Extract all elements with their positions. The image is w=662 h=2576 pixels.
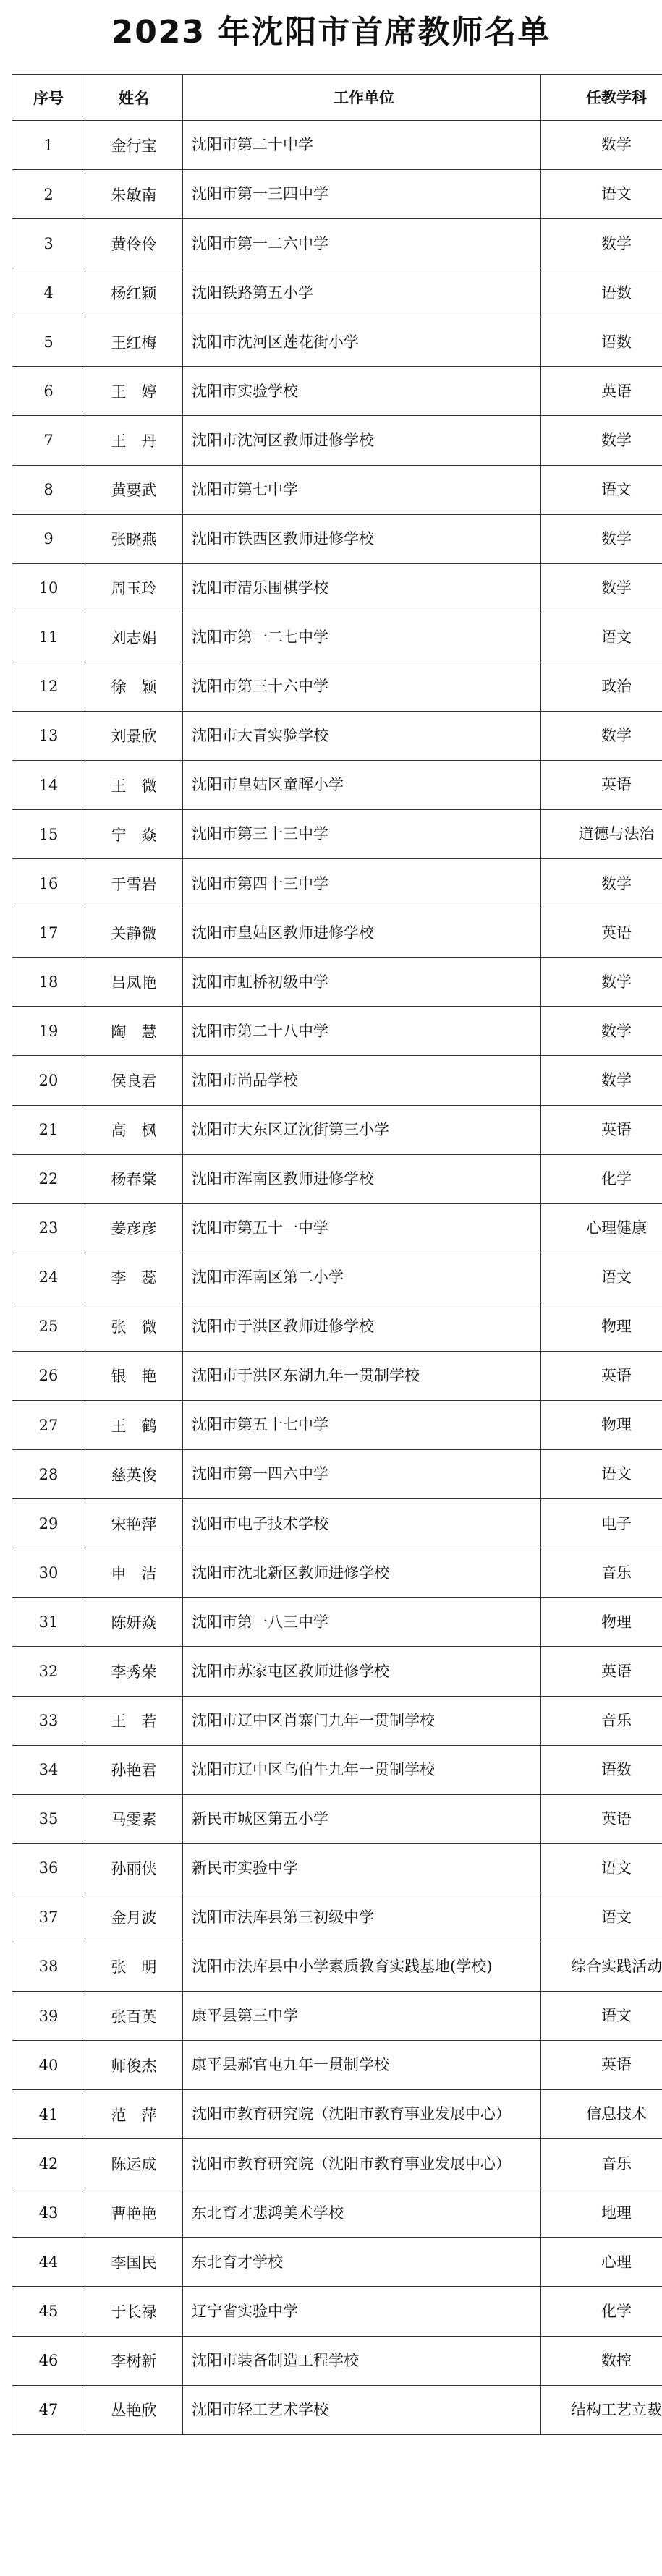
cell-subject: 语文 <box>541 613 662 662</box>
cell-unit: 沈阳市辽中区乌伯牛九年一贯制学校 <box>183 1745 541 1794</box>
cell-subject: 音乐 <box>541 2139 662 2188</box>
cell-name: 李 蕊 <box>85 1253 183 1302</box>
cell-subject: 物理 <box>541 1401 662 1450</box>
cell-subject: 语文 <box>541 170 662 219</box>
cell-subject: 数学 <box>541 416 662 465</box>
cell-name: 刘志娟 <box>85 613 183 662</box>
cell-subject: 数学 <box>541 563 662 613</box>
table-row <box>12 268 662 317</box>
cell-name: 陈妍焱 <box>85 1598 183 1647</box>
cell-unit: 沈阳市于洪区教师进修学校 <box>183 1302 541 1351</box>
table-row <box>12 1401 662 1450</box>
table-row <box>12 121 662 170</box>
cell-name: 王 婷 <box>85 367 183 416</box>
cell-unit: 沈阳市虹桥初级中学 <box>183 958 541 1007</box>
cell-name: 张 明 <box>85 1942 183 1991</box>
cell-unit: 新民市实验中学 <box>183 1843 541 1893</box>
cell-no: 42 <box>12 2139 85 2188</box>
cell-subject: 数学 <box>541 958 662 1007</box>
cell-unit: 新民市城区第五小学 <box>183 1794 541 1843</box>
cell-no: 28 <box>12 1450 85 1499</box>
cell-name: 杨春棠 <box>85 1154 183 1203</box>
cell-unit: 沈阳市第一二六中学 <box>183 219 541 268</box>
table-row <box>12 1056 662 1105</box>
cell-unit: 沈阳市第四十三中学 <box>183 859 541 908</box>
cell-subject: 语文 <box>541 1253 662 1302</box>
table-row <box>12 2238 662 2287</box>
cell-subject: 数学 <box>541 1056 662 1105</box>
cell-subject: 数学 <box>541 219 662 268</box>
table-row <box>12 2090 662 2139</box>
header-subject: 任教学科 <box>541 75 662 121</box>
cell-name: 孙丽侠 <box>85 1843 183 1893</box>
page-title: 2023 年沈阳市首席教师名单 <box>111 14 551 51</box>
cell-name: 丛艳欣 <box>85 2385 183 2434</box>
table-row <box>12 711 662 760</box>
cell-name: 曹艳艳 <box>85 2188 183 2238</box>
table-row <box>12 317 662 367</box>
cell-name: 王红梅 <box>85 317 183 367</box>
table-row <box>12 219 662 268</box>
cell-unit: 东北育才悲鸿美术学校 <box>183 2188 541 2238</box>
cell-name: 李树新 <box>85 2336 183 2385</box>
cell-no: 44 <box>12 2238 85 2287</box>
cell-unit: 沈阳市清乐围棋学校 <box>183 563 541 613</box>
cell-no: 7 <box>12 416 85 465</box>
cell-name: 王 鹤 <box>85 1401 183 1450</box>
cell-unit: 沈阳市教育研究院（沈阳市教育事业发展中心） <box>183 2090 541 2139</box>
cell-subject: 地理 <box>541 2188 662 2238</box>
cell-subject: 数控 <box>541 2336 662 2385</box>
cell-unit: 沈阳市第五十一中学 <box>183 1203 541 1253</box>
cell-subject: 音乐 <box>541 1696 662 1745</box>
cell-no: 34 <box>12 1745 85 1794</box>
cell-name: 师俊杰 <box>85 2041 183 2090</box>
table-row <box>12 563 662 613</box>
cell-unit: 沈阳市皇姑区童晖小学 <box>183 761 541 810</box>
cell-subject: 道德与法治 <box>541 810 662 859</box>
cell-unit: 沈阳市第七中学 <box>183 465 541 514</box>
cell-subject: 英语 <box>541 1105 662 1154</box>
table-row <box>12 1302 662 1351</box>
cell-no: 9 <box>12 514 85 563</box>
cell-name: 金行宝 <box>85 121 183 170</box>
cell-unit: 辽宁省实验中学 <box>183 2287 541 2336</box>
cell-name: 慈英俊 <box>85 1450 183 1499</box>
cell-name: 陈运成 <box>85 2139 183 2188</box>
cell-name: 王 微 <box>85 761 183 810</box>
cell-name: 周玉玲 <box>85 563 183 613</box>
cell-name: 黄伶伶 <box>85 219 183 268</box>
cell-unit: 沈阳市大青实验学校 <box>183 711 541 760</box>
cell-no: 30 <box>12 1548 85 1598</box>
cell-name: 黄要武 <box>85 465 183 514</box>
cell-unit: 沈阳市苏家屯区教师进修学校 <box>183 1647 541 1696</box>
cell-subject: 英语 <box>541 2041 662 2090</box>
cell-subject: 政治 <box>541 662 662 711</box>
cell-subject: 语数 <box>541 317 662 367</box>
cell-unit: 沈阳市电子技术学校 <box>183 1499 541 1548</box>
cell-name: 张 微 <box>85 1302 183 1351</box>
cell-name: 马雯素 <box>85 1794 183 1843</box>
cell-name: 金月波 <box>85 1893 183 1942</box>
table-row <box>12 367 662 416</box>
header-unit: 工作单位 <box>183 75 541 121</box>
cell-subject: 英语 <box>541 1647 662 1696</box>
cell-no: 25 <box>12 1302 85 1351</box>
cell-name: 李国民 <box>85 2238 183 2287</box>
table-row <box>12 613 662 662</box>
cell-unit: 康平县第三中学 <box>183 1991 541 2040</box>
cell-subject: 英语 <box>541 761 662 810</box>
cell-unit: 沈阳市沈河区莲花街小学 <box>183 317 541 367</box>
cell-no: 21 <box>12 1105 85 1154</box>
cell-unit: 沈阳市第一三四中学 <box>183 170 541 219</box>
cell-name: 申 洁 <box>85 1548 183 1598</box>
cell-no: 40 <box>12 2041 85 2090</box>
table-row <box>12 859 662 908</box>
cell-no: 31 <box>12 1598 85 1647</box>
cell-no: 43 <box>12 2188 85 2238</box>
cell-name: 王 若 <box>85 1696 183 1745</box>
cell-unit: 康平县郝官屯九年一贯制学校 <box>183 2041 541 2090</box>
cell-unit: 沈阳市实验学校 <box>183 367 541 416</box>
cell-no: 37 <box>12 1893 85 1942</box>
table-row <box>12 761 662 810</box>
cell-unit: 沈阳市第五十七中学 <box>183 1401 541 1450</box>
table-row <box>12 1696 662 1745</box>
header-name: 姓名 <box>85 75 183 121</box>
table-row <box>12 1450 662 1499</box>
cell-name: 宋艳萍 <box>85 1499 183 1548</box>
cell-subject: 化学 <box>541 2287 662 2336</box>
cell-no: 1 <box>12 121 85 170</box>
table-row <box>12 170 662 219</box>
table-row <box>12 1203 662 1253</box>
table-row <box>12 1351 662 1400</box>
cell-name: 李秀荣 <box>85 1647 183 1696</box>
cell-unit: 沈阳市大东区辽沈街第三小学 <box>183 1105 541 1154</box>
cell-name: 于长禄 <box>85 2287 183 2336</box>
table-row <box>12 1794 662 1843</box>
cell-unit: 沈阳市教育研究院（沈阳市教育事业发展中心） <box>183 2139 541 2188</box>
cell-subject: 数学 <box>541 514 662 563</box>
cell-no: 12 <box>12 662 85 711</box>
cell-subject: 英语 <box>541 1351 662 1400</box>
cell-no: 32 <box>12 1647 85 1696</box>
cell-no: 8 <box>12 465 85 514</box>
cell-no: 38 <box>12 1942 85 1991</box>
table-row <box>12 2385 662 2434</box>
cell-subject: 英语 <box>541 1794 662 1843</box>
cell-unit: 沈阳市装备制造工程学校 <box>183 2336 541 2385</box>
cell-subject: 结构工艺立裁 <box>541 2385 662 2434</box>
cell-no: 18 <box>12 958 85 1007</box>
cell-unit: 沈阳市尚品学校 <box>183 1056 541 1105</box>
cell-subject: 心理健康 <box>541 1203 662 1253</box>
cell-name: 张百英 <box>85 1991 183 2040</box>
header-no: 序号 <box>12 75 85 121</box>
cell-name: 姜彦彦 <box>85 1203 183 1253</box>
cell-no: 5 <box>12 317 85 367</box>
table-row <box>12 1105 662 1154</box>
table-row <box>12 2287 662 2336</box>
cell-no: 14 <box>12 761 85 810</box>
cell-no: 41 <box>12 2090 85 2139</box>
cell-unit: 沈阳市第一四六中学 <box>183 1450 541 1499</box>
cell-no: 6 <box>12 367 85 416</box>
cell-name: 宁 焱 <box>85 810 183 859</box>
cell-subject: 语文 <box>541 1991 662 2040</box>
cell-no: 29 <box>12 1499 85 1548</box>
cell-no: 20 <box>12 1056 85 1105</box>
cell-unit: 沈阳市沈河区教师进修学校 <box>183 416 541 465</box>
cell-unit: 沈阳铁路第五小学 <box>183 268 541 317</box>
cell-no: 2 <box>12 170 85 219</box>
cell-no: 17 <box>12 908 85 958</box>
cell-unit: 沈阳市第一二七中学 <box>183 613 541 662</box>
table-row <box>12 958 662 1007</box>
cell-unit: 沈阳市铁西区教师进修学校 <box>183 514 541 563</box>
cell-unit: 沈阳市第一八三中学 <box>183 1598 541 1647</box>
cell-name: 吕凤艳 <box>85 958 183 1007</box>
cell-subject: 化学 <box>541 1154 662 1203</box>
table-row <box>12 1843 662 1893</box>
cell-name: 徐 颖 <box>85 662 183 711</box>
cell-subject: 信息技术 <box>541 2090 662 2139</box>
table-row <box>12 810 662 859</box>
cell-unit: 沈阳市皇姑区教师进修学校 <box>183 908 541 958</box>
cell-subject: 数学 <box>541 859 662 908</box>
cell-unit: 沈阳市浑南区第二小学 <box>183 1253 541 1302</box>
cell-name: 孙艳君 <box>85 1745 183 1794</box>
cell-unit: 沈阳市于洪区东湖九年一贯制学校 <box>183 1351 541 1400</box>
cell-name: 朱敏南 <box>85 170 183 219</box>
cell-unit: 沈阳市法库县中小学素质教育实践基地(学校) <box>183 1942 541 1991</box>
teacher-list-table <box>12 74 662 2435</box>
cell-no: 19 <box>12 1007 85 1056</box>
cell-subject: 数学 <box>541 1007 662 1056</box>
table-row <box>12 1942 662 1991</box>
cell-unit: 沈阳市轻工艺术学校 <box>183 2385 541 2434</box>
cell-name: 关静微 <box>85 908 183 958</box>
cell-no: 46 <box>12 2336 85 2385</box>
cell-subject: 英语 <box>541 908 662 958</box>
cell-no: 45 <box>12 2287 85 2336</box>
cell-subject: 语文 <box>541 1843 662 1893</box>
cell-no: 4 <box>12 268 85 317</box>
table-row <box>12 1154 662 1203</box>
cell-unit: 沈阳市第二十八中学 <box>183 1007 541 1056</box>
cell-subject: 语数 <box>541 1745 662 1794</box>
cell-subject: 音乐 <box>541 1548 662 1598</box>
cell-unit: 沈阳市辽中区肖寨门九年一贯制学校 <box>183 1696 541 1745</box>
table-row <box>12 2139 662 2188</box>
cell-name: 范 萍 <box>85 2090 183 2139</box>
cell-no: 27 <box>12 1401 85 1450</box>
table-row <box>12 2336 662 2385</box>
cell-no: 24 <box>12 1253 85 1302</box>
cell-name: 高 枫 <box>85 1105 183 1154</box>
table-row <box>12 2188 662 2238</box>
table-row <box>12 662 662 711</box>
table-row <box>12 1007 662 1056</box>
cell-no: 3 <box>12 219 85 268</box>
cell-subject: 数学 <box>541 121 662 170</box>
table-row <box>12 908 662 958</box>
cell-unit: 沈阳市沈北新区教师进修学校 <box>183 1548 541 1598</box>
cell-unit: 东北育才学校 <box>183 2238 541 2287</box>
cell-subject: 英语 <box>541 367 662 416</box>
cell-no: 11 <box>12 613 85 662</box>
cell-subject: 心理 <box>541 2238 662 2287</box>
table-header-row <box>12 75 662 121</box>
cell-name: 杨红颖 <box>85 268 183 317</box>
cell-unit: 沈阳市第三十三中学 <box>183 810 541 859</box>
cell-no: 47 <box>12 2385 85 2434</box>
cell-name: 刘景欣 <box>85 711 183 760</box>
cell-subject: 物理 <box>541 1302 662 1351</box>
table-row <box>12 1499 662 1548</box>
cell-name: 陶 慧 <box>85 1007 183 1056</box>
cell-no: 13 <box>12 711 85 760</box>
cell-no: 26 <box>12 1351 85 1400</box>
cell-unit: 沈阳市第三十六中学 <box>183 662 541 711</box>
table-row <box>12 1745 662 1794</box>
cell-subject: 数学 <box>541 711 662 760</box>
table-row <box>12 465 662 514</box>
table-row <box>12 1598 662 1647</box>
cell-unit: 沈阳市法库县第三初级中学 <box>183 1893 541 1942</box>
cell-no: 35 <box>12 1794 85 1843</box>
table-row <box>12 1253 662 1302</box>
cell-subject: 语文 <box>541 1893 662 1942</box>
cell-name: 张晓燕 <box>85 514 183 563</box>
cell-name: 于雪岩 <box>85 859 183 908</box>
cell-name: 银 艳 <box>85 1351 183 1400</box>
cell-subject: 语数 <box>541 268 662 317</box>
cell-no: 16 <box>12 859 85 908</box>
table-row <box>12 514 662 563</box>
cell-no: 10 <box>12 563 85 613</box>
cell-unit: 沈阳市浑南区教师进修学校 <box>183 1154 541 1203</box>
cell-no: 15 <box>12 810 85 859</box>
table-row <box>12 1991 662 2040</box>
table-row <box>12 416 662 465</box>
table-row <box>12 2041 662 2090</box>
cell-name: 王 丹 <box>85 416 183 465</box>
table-row <box>12 1647 662 1696</box>
cell-no: 36 <box>12 1843 85 1893</box>
cell-no: 39 <box>12 1991 85 2040</box>
table-row <box>12 1548 662 1598</box>
cell-no: 22 <box>12 1154 85 1203</box>
cell-subject: 物理 <box>541 1598 662 1647</box>
cell-subject: 综合实践活动 <box>541 1942 662 1991</box>
cell-unit: 沈阳市第二十中学 <box>183 121 541 170</box>
cell-no: 33 <box>12 1696 85 1745</box>
cell-subject: 语文 <box>541 465 662 514</box>
cell-subject: 电子 <box>541 1499 662 1548</box>
table-row <box>12 1893 662 1942</box>
cell-name: 侯良君 <box>85 1056 183 1105</box>
cell-subject: 语文 <box>541 1450 662 1499</box>
cell-no: 23 <box>12 1203 85 1253</box>
